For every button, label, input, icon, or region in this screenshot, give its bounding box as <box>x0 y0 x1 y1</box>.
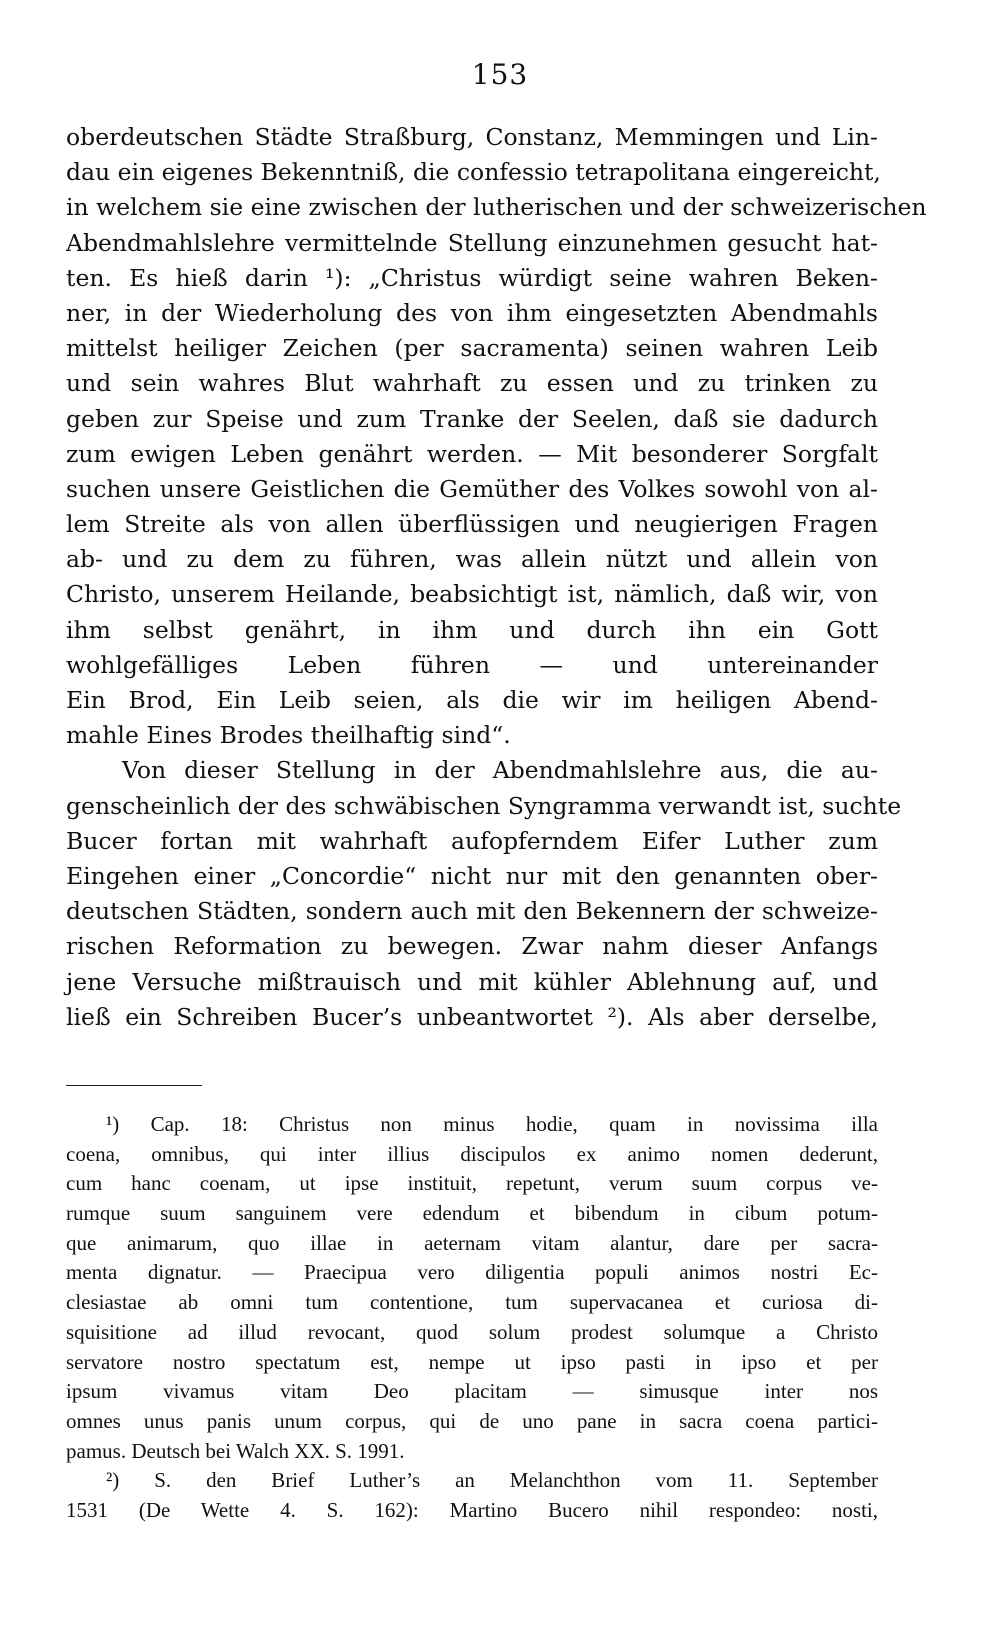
footnote-line: que animarum, quo illae in aeternam vitam alantur, dare per sacra- <box>66 1230 878 1255</box>
text-line: Christo, unserem Heilande, beabsichtigt ist, nämlich, daß wir, von <box>66 580 878 609</box>
text-line: lem Streite als von allen überflüssigen und neugierigen Fragen <box>66 510 878 539</box>
text-line: zum ewigen Leben genährt werden. — Mit besonderer Sorgfalt <box>66 439 878 468</box>
text-line: mahle Eines Brodes theilhaftig sind“. <box>66 721 511 750</box>
text-line: Eingehen einer „Concordie“ nicht nur mit den genannten ober- <box>66 861 878 890</box>
text-line: suchen unsere Geistlichen die Gemüther des Volkes sowohl von al- <box>66 474 878 503</box>
footnote-line: cum hanc coenam, ut ipse instituit, repetunt, verum suum corpus ve- <box>66 1171 878 1196</box>
text-line: Von dieser Stellung in der Abendmahlslehre aus, die au- <box>122 756 878 785</box>
main-text <box>66 120 927 1035</box>
text-line: Abendmahlslehre vermittelnde Stellung einzunehmen gesucht hat- <box>66 228 878 257</box>
footnote-divider <box>66 1085 202 1086</box>
text-line: jene Versuche mißtrauisch und mit kühler Ablehnung auf, und <box>66 967 878 996</box>
text-line: und sein wahres Blut wahrhaft zu essen und zu trinken zu <box>66 369 878 398</box>
footnote-line: coena, omnibus, qui inter illius discipulos ex animo nomen dederunt, <box>66 1141 878 1166</box>
text-line: rischen Reformation zu bewegen. Zwar nahm dieser Anfangs <box>66 932 878 961</box>
footnote-line: omnes unus panis unum corpus, qui de uno pane in sacra coena partici- <box>66 1408 878 1433</box>
footnote-line: ipsum vivamus vitam Deo placitam — simusque inter nos <box>66 1379 878 1404</box>
text-line: ten. Es hieß darin ¹): „Christus würdigt seine wahren Beken- <box>66 263 878 292</box>
footnote-line: servatore nostro spectatum est, nempe ut ipso pasti in ipso et per <box>66 1349 878 1374</box>
text-line: ihm selbst genährt, in ihm und durch ihn ein Gott <box>66 615 878 644</box>
text-line: mittelst heiliger Zeichen (per sacramenta) seinen wahren Leib <box>66 334 878 363</box>
text-line: geben zur Speise und zum Tranke der Seelen, daß sie dadurch <box>66 404 878 433</box>
page-number: 153 <box>471 58 529 91</box>
footnote-line: ¹) Cap. 18: Christus non minus hodie, quam in novissima illa <box>106 1112 878 1136</box>
footnote-line: ²) S. den Brief Luther’s an Melanchthon vom 11. September <box>106 1468 878 1493</box>
text-line: ner, in der Wiederholung des von ihm eingesetzten Abendmahls <box>66 298 878 327</box>
text-line: Bucer fortan mit wahrhaft aufopferndem Eifer Luther zum <box>66 826 878 855</box>
footnote-line: menta dignatur. — Praecipua vero diligentia populi animos nostri Ec- <box>66 1260 878 1285</box>
text-line: Ein Brod, Ein Leib seien, als die wir im heiligen Abend- <box>66 686 878 714</box>
text-line: ab- und zu dem zu führen, was allein nützt und allein von <box>66 545 878 574</box>
footnote-line: pamus. Deutsch bei Walch XX. S. 1991. <box>66 1438 405 1463</box>
footnote-line: 1531 (De Wette 4. S. 162): Martino Bucero nihil respondeo: nosti, <box>66 1497 878 1522</box>
text-line: genscheinlich der des schwäbischen Syngramma verwandt ist, suchte <box>66 791 902 820</box>
text-line: dau ein eigenes Bekenntniß, die confessio tetrapolitana eingereicht, <box>66 158 881 187</box>
text-line: wohlgefälliges Leben führen — und untereinander <box>66 650 878 679</box>
text-line: oberdeutschen Städte Straßburg, Constanz, Memmingen und Lin- <box>66 123 878 151</box>
footnotes <box>66 1110 878 1526</box>
footnote-line: squisitione ad illud revocant, quod solum prodest solumque a Christo <box>66 1319 878 1344</box>
text-line: ließ ein Schreiben Bucer’s unbeantwortet ²). Als aber derselbe, <box>66 1002 878 1031</box>
footnote-line: clesiastae ab omni tum contentione, tum supervacanea et curiosa di- <box>66 1290 878 1315</box>
text-line: in welchem sie eine zwischen der lutherischen und der schweizerischen <box>66 193 927 222</box>
text-line: deutschen Städten, sondern auch mit den Bekennern der schweize- <box>66 897 878 926</box>
footnote-line: rumque suum sanguinem vere edendum et bibendum in cibum potum- <box>66 1201 878 1226</box>
